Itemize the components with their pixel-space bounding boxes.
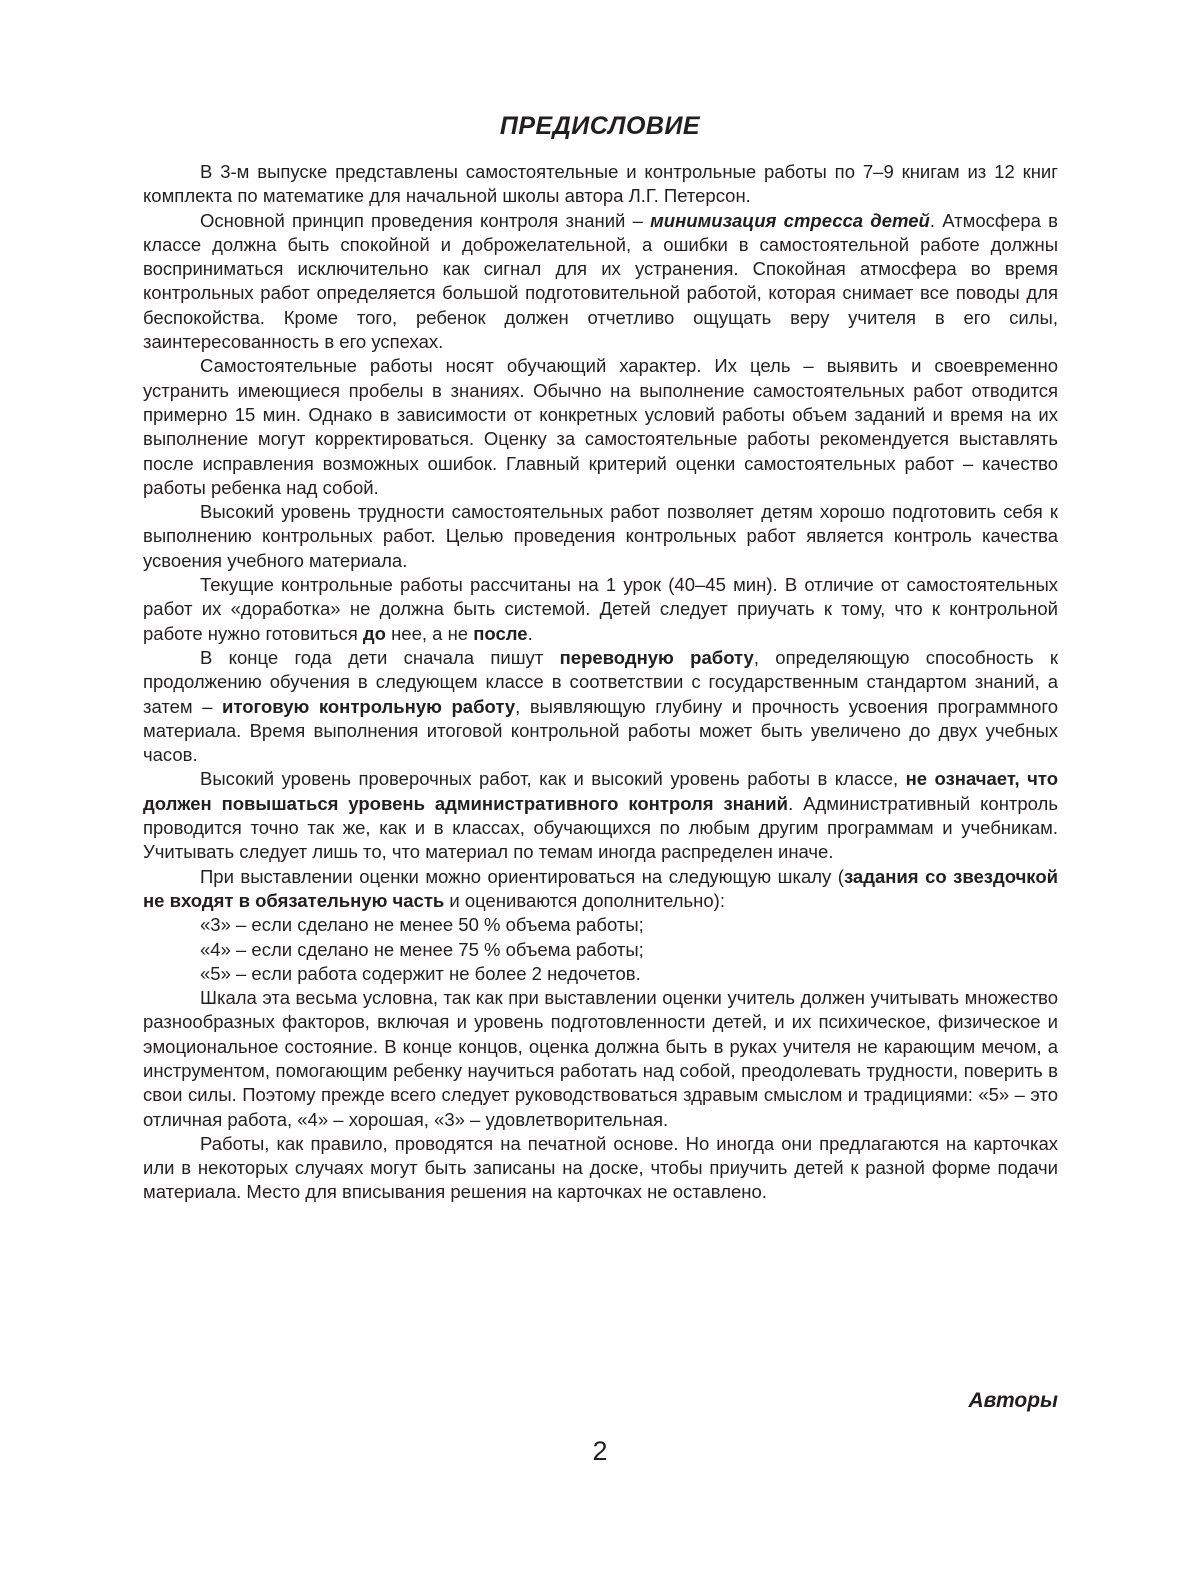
paragraph-principle: Основной принцип проведения контроля знаний – минимизация стресса детей. Атмосфера в классе должна быть спокойной и доброжелательной, а ошибки в самостоятельной работе должны восприниматься исключительно как сигнал для их устранения. Спокойная атмосфера во время контрольных работ определяется большой подготовительной работой, которая снимает все поводы для беспокойства. Кроме того, ребенок должен отчетливо ощущать веру учителя в его силы, заинтересованность в его успехах. — [143, 209, 1058, 353]
emphasis-star-tasks: задания со звездочкой не входят в обязательную часть — [143, 865, 1058, 911]
paragraph-current-tests: Текущие контрольные работы рассчитаны на 1 урок (40–45 мин). В отличие от самостоятельных работ их «доработка» не должна быть системой. Детей следует приучать к тому, что к контрольной работе нужно готовиться до нее, а не после. — [143, 574, 1058, 644]
paragraph-difficulty: Высокий уровень трудности самостоятельных работ позволяет детям хорошо подготовить себя к выполнению контрольных работ. Целью проведения контрольных работ является контроль качества усвоения учебного материала. — [143, 501, 1058, 571]
emphasis-final-test: итоговую контрольную работу — [222, 695, 516, 717]
emphasis-admin-control: не означает, что должен повышаться уровень административного контроля знаний — [143, 768, 1058, 814]
paragraph-grading-scale: При выставлении оценки можно ориентироваться на следующую шкалу (задания со звездочкой не входят в обязательную часть и оцениваются дополнительно): — [143, 865, 1058, 911]
authors-signature: Авторы — [968, 1389, 1058, 1412]
emphasis-stress-minimization: минимизация стресса детей — [650, 209, 930, 231]
paragraph-scale-conditional: Шкала эта весьма условна, так как при выставлении оценки учитель должен учитывать множество разнообразных факторов, включая и уровень подготовленности детей, и их психическое, физическое и эмоциональное состояние. В конце концов, оценка должна быть в руках учителя не карающим мечом, а инструментом, помогающим ребенку научиться работать над собой, преодолевать трудности, поверить в свои силы. Поэтому прежде всего следует руководствоваться здравым смыслом и традициями: «5» – это отличная работа, «4» – хорошая, «3» – удовлетворительная. — [143, 987, 1058, 1130]
emphasis-after: после — [473, 622, 528, 644]
grade-4-rule: «4» – если сделано не менее 75 % объема работы; — [200, 938, 644, 960]
page-title: ПРЕДИСЛОВИЕ — [499, 112, 701, 140]
emphasis-before: до — [362, 622, 386, 644]
paragraph-year-end: В конце года дети сначала пишут переводную работу, определяющую способность к продолжению обучения в следующем классе в соответствии с государственным стандартом знаний, а затем – итоговую контрольную работу, выявляющую глубину и прочность усвоения программного материала. Время выполнения итоговой контрольной работы может быть увеличено до двух учебных часов. — [143, 646, 1058, 766]
preface-body — [143, 160, 1058, 1205]
grade-3-rule: «3» – если сделано не менее 50 % объема работы; — [200, 914, 644, 936]
paragraph-admin-control: Высокий уровень проверочных работ, как и высокий уровень работы в классе, не означает, что должен повышаться уровень административного контроля знаний. Административный контроль проводится точно так же, как и в классах, обучающихся по любым другим программам и учебникам. Учитывать следует лишь то, что материал по темам иногда распределен иначе. — [143, 768, 1058, 863]
emphasis-transfer-work: переводную работу — [559, 646, 754, 668]
paragraph-independent-work: Самостоятельные работы носят обучающий характер. Их цель – выявить и своевременно устранить имеющиеся пробелы в знаниях. Обычно на выполнение самостоятельных работ отводится примерно 15 мин. Однако в зависимости от конкретных условий работы объем заданий и время на их выполнение могут корректироваться. Оценку за самостоятельные работы рекомендуется выставлять после исправления возможных ошибок. Главный критерий оценки самостоятельных работ – качество работы ребенка над собой. — [143, 355, 1058, 498]
paragraph-intro: В 3-м выпуске представлены самостоятельные и контрольные работы по 7–9 книгам из 12 книг комплекта по математике для начальной школы автора Л.Г. Петерсон. — [143, 161, 1058, 207]
page-number: 2 — [592, 1436, 608, 1466]
grade-5-rule: «5» – если работа содержит не более 2 недочетов. — [200, 962, 641, 984]
paragraph-print-basis: Работы, как правило, проводятся на печатной основе. Но иногда они предлагаются на карточках или в некоторых случаях могут быть записаны на доске, чтобы приучить детей к разной форме подачи материала. Место для вписывания решения на карточках не оставлено. — [143, 1132, 1058, 1203]
